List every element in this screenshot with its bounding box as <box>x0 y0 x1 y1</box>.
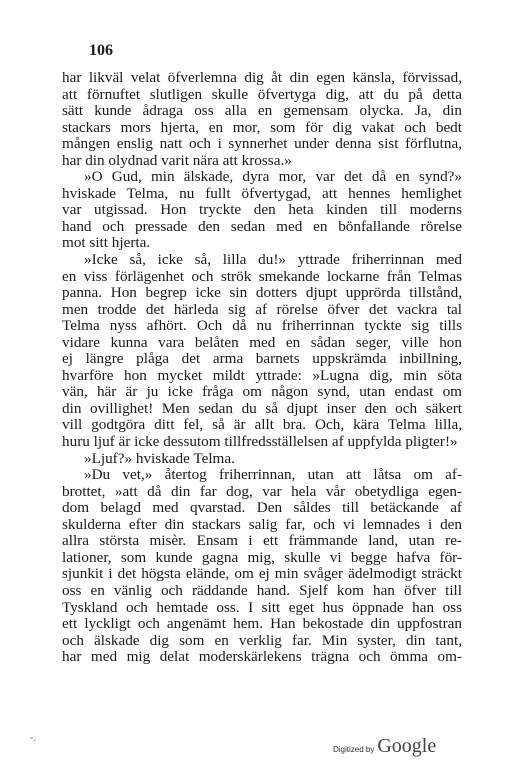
text-line: ett lyckligt och angenämt hem. Han bekostade din uppfostran <box>62 615 462 633</box>
text-line: hvarföre hon mycket mildt yttrade: »Lugna dig, min söta <box>62 366 462 384</box>
text-line: ej längre plåga det arma barnets uppskrämda inbillning, <box>62 350 462 368</box>
text-line: »Ljuf?» hviskade Telma. <box>84 449 235 467</box>
text-line: din ovillighet! Men sedan du så djupt inser den och säkert <box>62 399 462 417</box>
text-line: Telma nyss afhört. Och då nu friherrinnan tyckte sig tills <box>62 317 462 335</box>
digitized-by-google-watermark <box>333 735 436 758</box>
text-line: oss en vänlig och räddande hand. Sjelf kom han öfver till <box>62 581 462 599</box>
text-line: »O Gud, min älskade, dyra mor, var det då en synd?» <box>84 168 462 186</box>
text-line: lationer, som kunde gagna mig, skulle vi begge hafva för- <box>62 548 462 566</box>
text-line: har din olydnad varit nära att krossa.» <box>62 151 292 169</box>
text-line: huru ljuf är icke dessutom tillfredsställelsen af uppfylda pligter!» <box>62 433 458 451</box>
scan-mark: -. <box>30 733 37 744</box>
text-line: »Du vet,» återtog friherrinnan, utan att låtsa om af- <box>84 466 462 484</box>
text-line: vidare kunna vara belåten med en sådan seger, ville hon <box>62 333 462 351</box>
text-line: »Icke så, icke så, lilla du!» yttrade friherrinnan med <box>84 251 462 269</box>
page-number: 106 <box>89 42 113 59</box>
text-line: brottet, »att då din far dog, var hela vår obetydliga egen- <box>62 482 462 500</box>
text-line: skulderna efter din stackars salig far, och vi lemnades i den <box>62 515 462 533</box>
text-line: sjunkit i det högsta elände, om ej min svåger ädelmodigt sträckt <box>62 565 462 583</box>
text-line: mot sitt hjerta. <box>62 234 151 252</box>
text-line: har likväl velat öfverlemna dig åt din egen känsla, förvissad, <box>62 69 462 86</box>
text-line: en viss förlägenhet och strök smekande lockarne från Telmas <box>62 267 462 285</box>
text-line: vän, här är ju icke fråga om någon synd, utan endast om <box>62 383 462 401</box>
text-line: Tyskland och hemtade oss. I sitt eget hus öppnade han oss <box>62 598 462 616</box>
text-line: hviskade Telma, nu fullt öfvertygad, att hennes hemlighet <box>62 184 462 202</box>
text-line: och älskade dig som en verklig far. Min syster, din tant, <box>62 631 462 649</box>
body-text <box>62 70 462 666</box>
text-line: dom belagd med qvarstad. Den såldes till betäckande af <box>62 499 462 517</box>
text-line: stackars mors hjerta, en mor, som för dig vakat och bedt <box>62 118 462 136</box>
text-line: sätt kunde ådraga oss alla en gemensam olycka. Ja, din <box>62 102 462 120</box>
digitized-by-label: Digitized by <box>333 745 375 754</box>
google-logo: Google <box>377 735 437 757</box>
text-line: men trodde det härleda sig af rörelse öfver det vackra tal <box>62 300 462 318</box>
text-line: vill godtgöra ditt fel, så är allt bra. Och, kära Telma lilla, <box>62 416 462 434</box>
text-line: panna. Hon begrep icke sin dotters djupt upprörda tillstånd, <box>62 284 462 302</box>
text-line: att förnuftet slutligen skulle öfvertyga dig, att du på detta <box>62 85 462 103</box>
text-line: har med mig delat moderskärlekens trägna och ömma om- <box>62 648 462 666</box>
text-line: hand och pressade den sedan med en bönfallande rörelse <box>62 217 462 235</box>
text-line: var utgissad. Hon tryckte den heta kinden till moderns <box>62 201 462 219</box>
text-line: mången enslig natt och i synnerhet under denna sist förflutna, <box>62 135 462 153</box>
text-line: allra största misèr. Ensam i ett främmande land, utan re- <box>62 532 462 550</box>
